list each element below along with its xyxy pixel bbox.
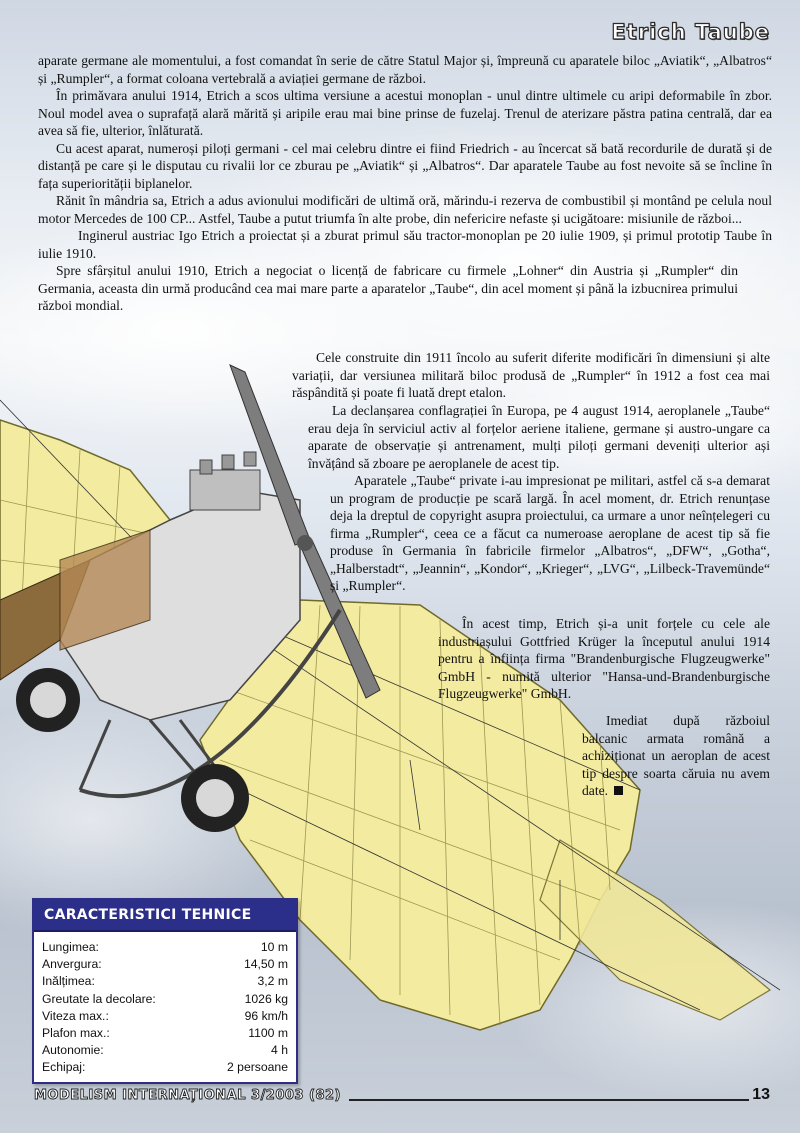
- article-body-column-2: [308, 402, 770, 472]
- page-footer: [34, 1088, 774, 1110]
- spec-label: Inălțimea:: [42, 974, 95, 989]
- article-paragraph: aparate germane ale momentului, a fost comandat în serie de către Statul Major și, împreună cu aparatele biloc „Aviatik“, „Albatros“ și „Rumpler“, a format coloana vertebrală a aviației germane de război.: [38, 53, 772, 86]
- spec-label: Viteza max.:: [42, 1008, 109, 1023]
- closing-paragraph-text: Imediat după războiul balcanic armata română a achiziționat un aeroplan de acest tip despre soarta căruia nu avem date.: [582, 713, 770, 798]
- table-row: [34, 990, 296, 1007]
- specs-table: [34, 932, 296, 1082]
- spec-label: Plafon max.:: [42, 1026, 110, 1041]
- page-number: 13: [752, 1086, 770, 1103]
- specs-title: CARACTERISTICI TEHNICE: [34, 900, 296, 932]
- magazine-issue-label: MODELISM INTERNAȚIONAL 3/2003 (82): [34, 1088, 341, 1103]
- table-row: [34, 938, 296, 955]
- spec-value: 4 h: [271, 1043, 288, 1058]
- table-row: [34, 972, 296, 989]
- table-row: [34, 1058, 296, 1075]
- article-paragraph: Spre sfârșitul anului 1910, Etrich a negociat o licență de fabricare cu firmele „Lohner“ din Austria și „Rumpler“ din Germania, aceasta din urmă producând cea mai mare parte a aparatelor „Taube“, din acel moment și până la izbucnirea primului război mondial.: [38, 263, 738, 313]
- spec-value: 1100 m: [248, 1026, 288, 1041]
- footer-divider: [349, 1099, 749, 1101]
- table-row: [34, 1007, 296, 1024]
- spec-value: 3,2 m: [257, 974, 288, 989]
- spec-label: Anvergura:: [42, 957, 102, 972]
- article-paragraph: Cu acest aparat, numeroși piloți germani - cel mai celebru dintre ei fiind Friedrich - au încercat să bată recordurile de durată și de distanță pe care și le disputau cu rivalii lor ce zburau pe „Aviatik“ și „Albatros“. Dar aparatele Taube au fost nevoite să se încline în fața superiorității biplanelor.: [38, 140, 772, 191]
- article-paragraph: Aparatele „Taube“ private i-au impresionat pe militari, astfel că s-a demarat un program de producție pe scară largă. În acel moment, dr. Etrich renunțase deja la dreptul de copyright asupra proiectului, ca urmare a unor neînțelegeri cu firma „Rumpler“, ceea ce a făcut ca numeroase aeroplane de acest tip să fie produse în Germania în fabricile firmelor „Albatros“, „DFW“, „Gotha“, „Halberstadt“, „Jeannin“, „Kondor“, „Krieger“, „LVG“, „Lilbeck-Travemünde“ și „Rumpler“.: [330, 473, 770, 593]
- article-body-column-3: [330, 472, 770, 595]
- article-paragraph: Cele construite din 1911 încolo au suferit diferite modificări în dimensiuni și alte variații, dar versiunea militară biloc produsă de „Rumpler“ în 1912 a fost cea mai răspândită și poate fi luată drept etalon.: [292, 350, 770, 400]
- table-row: [34, 1024, 296, 1041]
- spec-label: Greutate la decolare:: [42, 991, 156, 1006]
- article-paragraph: [582, 712, 770, 800]
- spec-value: 10 m: [260, 940, 288, 954]
- technical-specs-box: [32, 898, 298, 1084]
- end-of-article-mark: [614, 786, 623, 795]
- article-paragraph: În primăvara anului 1914, Etrich a scos ultima versiune a acestui monoplan - unul dintre ultimele cu aripi deformabile în zbor. Noul model avea o suprafață alară mărită și aripile erau mai bine prinse de fuzelaj. Trenul de aterizare păstra patina centrală, dar ea avea să fie, ulterior, înlăturată.: [38, 88, 772, 138]
- spec-label: Lungimea:: [42, 940, 99, 954]
- article-body-column-4: [438, 615, 770, 703]
- table-row: [34, 955, 296, 972]
- article-body-column-5: [582, 712, 770, 800]
- spec-label: Autonomie:: [42, 1043, 104, 1058]
- article-paragraph: Rănit în mândria sa, Etrich a adus avionului modificări de ultimă oră, mărindu-i rezerva de combustibil și montând pe celula noul motor Mercedes de 100 CP... Astfel, Taube a putut triumfa în alte probe, din nefericire nefaste și ucigătoare: misiunile de război...: [38, 193, 772, 226]
- spec-value: 1026 kg: [244, 991, 288, 1006]
- spec-value: 2 persoane: [227, 1060, 288, 1075]
- article-body-column-1: [292, 349, 770, 402]
- article-body-top: [38, 52, 772, 315]
- article-paragraph: În acest timp, Etrich și-a unit forțele cu cele ale industriașului Gottfried Krüger la începutul anului 1914 pentru a înființa firma "Brandenburgische Flugzeugwerke" GmbH - numită ulterior "Hansa-und-Brandenburgische Flugzeugwerke" GmbH.: [438, 616, 770, 701]
- spec-label: Echipaj:: [42, 1060, 86, 1075]
- table-row: [34, 1041, 296, 1058]
- article-paragraph: Inginerul austriac Igo Etrich a proiectat și a zburat primul său tractor-monoplan pe 20 iulie 1909, și primul prototip Taube în iulie 1910.: [38, 228, 772, 261]
- spec-value: 96 km/h: [244, 1008, 288, 1023]
- header-title: Etrich Taube: [611, 20, 770, 44]
- article-paragraph: La declanșarea conflagrației în Europa, pe 4 august 1914, aeroplanele „Taube“ erau deja în serviciul activ al forțelor aeriene italiene, germane și austro-ungare ca aparate de observație și antrenament, mulți piloți germani deveniți ulterior ași învățând să zboare pe aeroplanele de acest tip.: [308, 403, 770, 471]
- spec-value: 14,50 m: [243, 957, 288, 972]
